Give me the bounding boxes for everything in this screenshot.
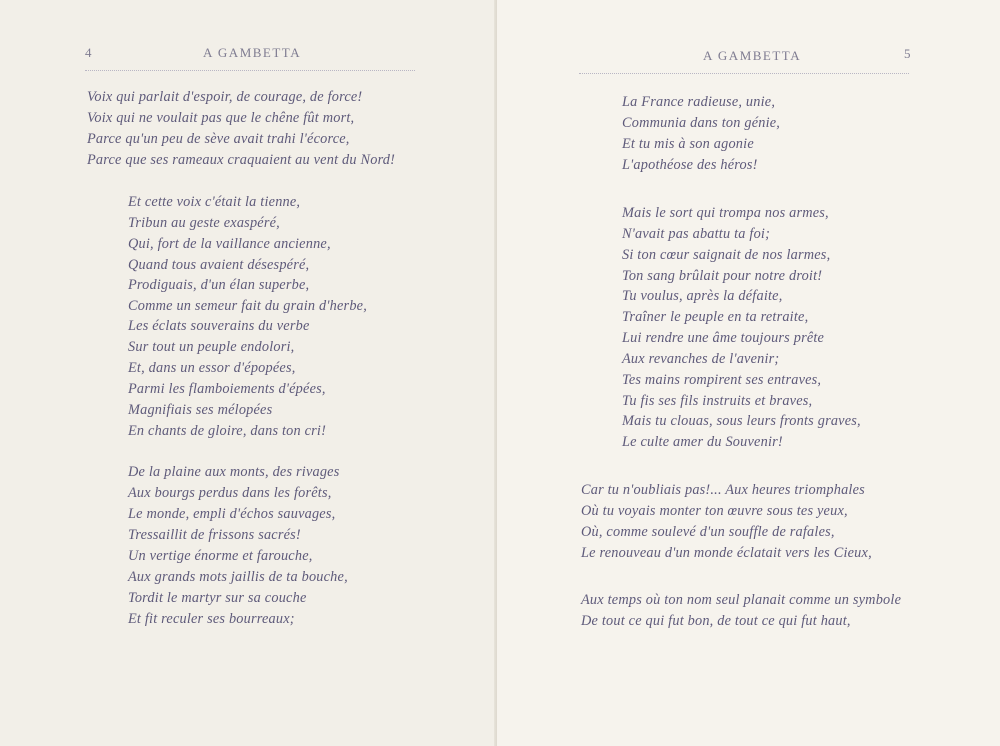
page-number: 5 (904, 46, 911, 61)
verse-line: Le monde, empli d'échos sauvages, (128, 506, 336, 522)
verse-line: Un vertige énorme et farouche, (128, 548, 313, 564)
verse-line: Et fit reculer ses bourreaux; (128, 611, 295, 627)
verse-line: Qui, fort de la vaillance ancienne, (128, 236, 331, 252)
verse-line: Voix qui parlait d'espoir, de courage, de force! (87, 89, 363, 105)
page-number: 4 (85, 45, 92, 60)
verse-line: Ton sang brûlait pour notre droit! (622, 268, 823, 284)
verse-line: Aux grands mots jaillis de ta bouche, (128, 569, 348, 585)
verse-line: Les éclats souverains du verbe (128, 318, 310, 334)
verse-line: Parce que ses rameaux craquaient au vent du Nord! (87, 152, 396, 168)
verse-line: Aux bourgs perdus dans les forêts, (128, 485, 332, 501)
verse-line: De tout ce qui fut bon, de tout ce qui fut haut, (581, 613, 851, 629)
verse-line: Aux temps où ton nom seul planait comme un symbole (581, 592, 902, 608)
verse-line: Traîner le peuple en ta retraite, (622, 309, 809, 325)
verse-line: Tribun au geste exaspéré, (128, 215, 280, 231)
verse-line: Le culte amer du Souvenir! (622, 434, 783, 450)
verse-line: Prodiguais, d'un élan superbe, (128, 277, 310, 293)
verse-line: Lui rendre une âme toujours prête (622, 330, 825, 346)
verse-line: Et tu mis à son agonie (622, 136, 754, 152)
verse-line: En chants de gloire, dans ton cri! (128, 423, 327, 439)
verse-line: Comme un semeur fait du grain d'herbe, (128, 298, 367, 314)
verse-line: Quand tous avaient désespéré, (128, 257, 310, 273)
verse-line: Et cette voix c'était la tienne, (128, 194, 301, 210)
verse-line: De la plaine aux monts, des rivages (128, 464, 340, 480)
right-page (497, 0, 1000, 746)
verse-line: Tes mains rompirent ses entraves, (622, 372, 822, 388)
verse-line: Tu voulus, après la défaite, (622, 288, 783, 304)
verse-line: Parce qu'un peu de sève avait trahi l'écorce, (87, 131, 350, 147)
verse-line: Communia dans ton génie, (622, 115, 781, 131)
verse-line: Aux revanches de l'avenir; (622, 351, 780, 367)
verse-line: Tressaillit de frissons sacrés! (128, 527, 301, 543)
header-rule (579, 73, 909, 74)
header-rule (85, 70, 415, 71)
left-page (0, 0, 497, 746)
verse-line: Et, dans un essor d'épopées, (128, 360, 296, 376)
verse-line: Parmi les flamboiements d'épées, (128, 381, 326, 397)
verse-line: Voix qui ne voulait pas que le chêne fût mort, (87, 110, 355, 126)
verse-line: Car tu n'oubliais pas!... Aux heures triomphales (581, 482, 865, 498)
verse-line: Où tu voyais monter ton œuvre sous tes yeux, (581, 503, 848, 519)
verse-line: Mais tu clouas, sous leurs fronts graves, (622, 413, 861, 429)
running-head: A GAMBETTA (703, 48, 802, 63)
verse-line: Mais le sort qui trompa nos armes, (622, 205, 829, 221)
verse-line: Tordit le martyr sur sa couche (128, 590, 307, 606)
verse-line: Tu fis ses fils instruits et braves, (622, 393, 813, 409)
verse-line: Magnifiais ses mélopées (128, 402, 273, 418)
verse-line: La France radieuse, unie, (622, 94, 776, 110)
verse-line: N'avait pas abattu ta foi; (622, 226, 771, 242)
running-head: A GAMBETTA (203, 45, 302, 60)
verse-line: Sur tout un peuple endolori, (128, 339, 295, 355)
verse-line: Le renouveau d'un monde éclatait vers les Cieux, (581, 545, 872, 561)
verse-line: Où, comme soulevé d'un souffle de rafales, (581, 524, 835, 540)
verse-line: Si ton cœur saignait de nos larmes, (622, 247, 831, 263)
verse-line: L'apothéose des héros! (622, 157, 758, 173)
